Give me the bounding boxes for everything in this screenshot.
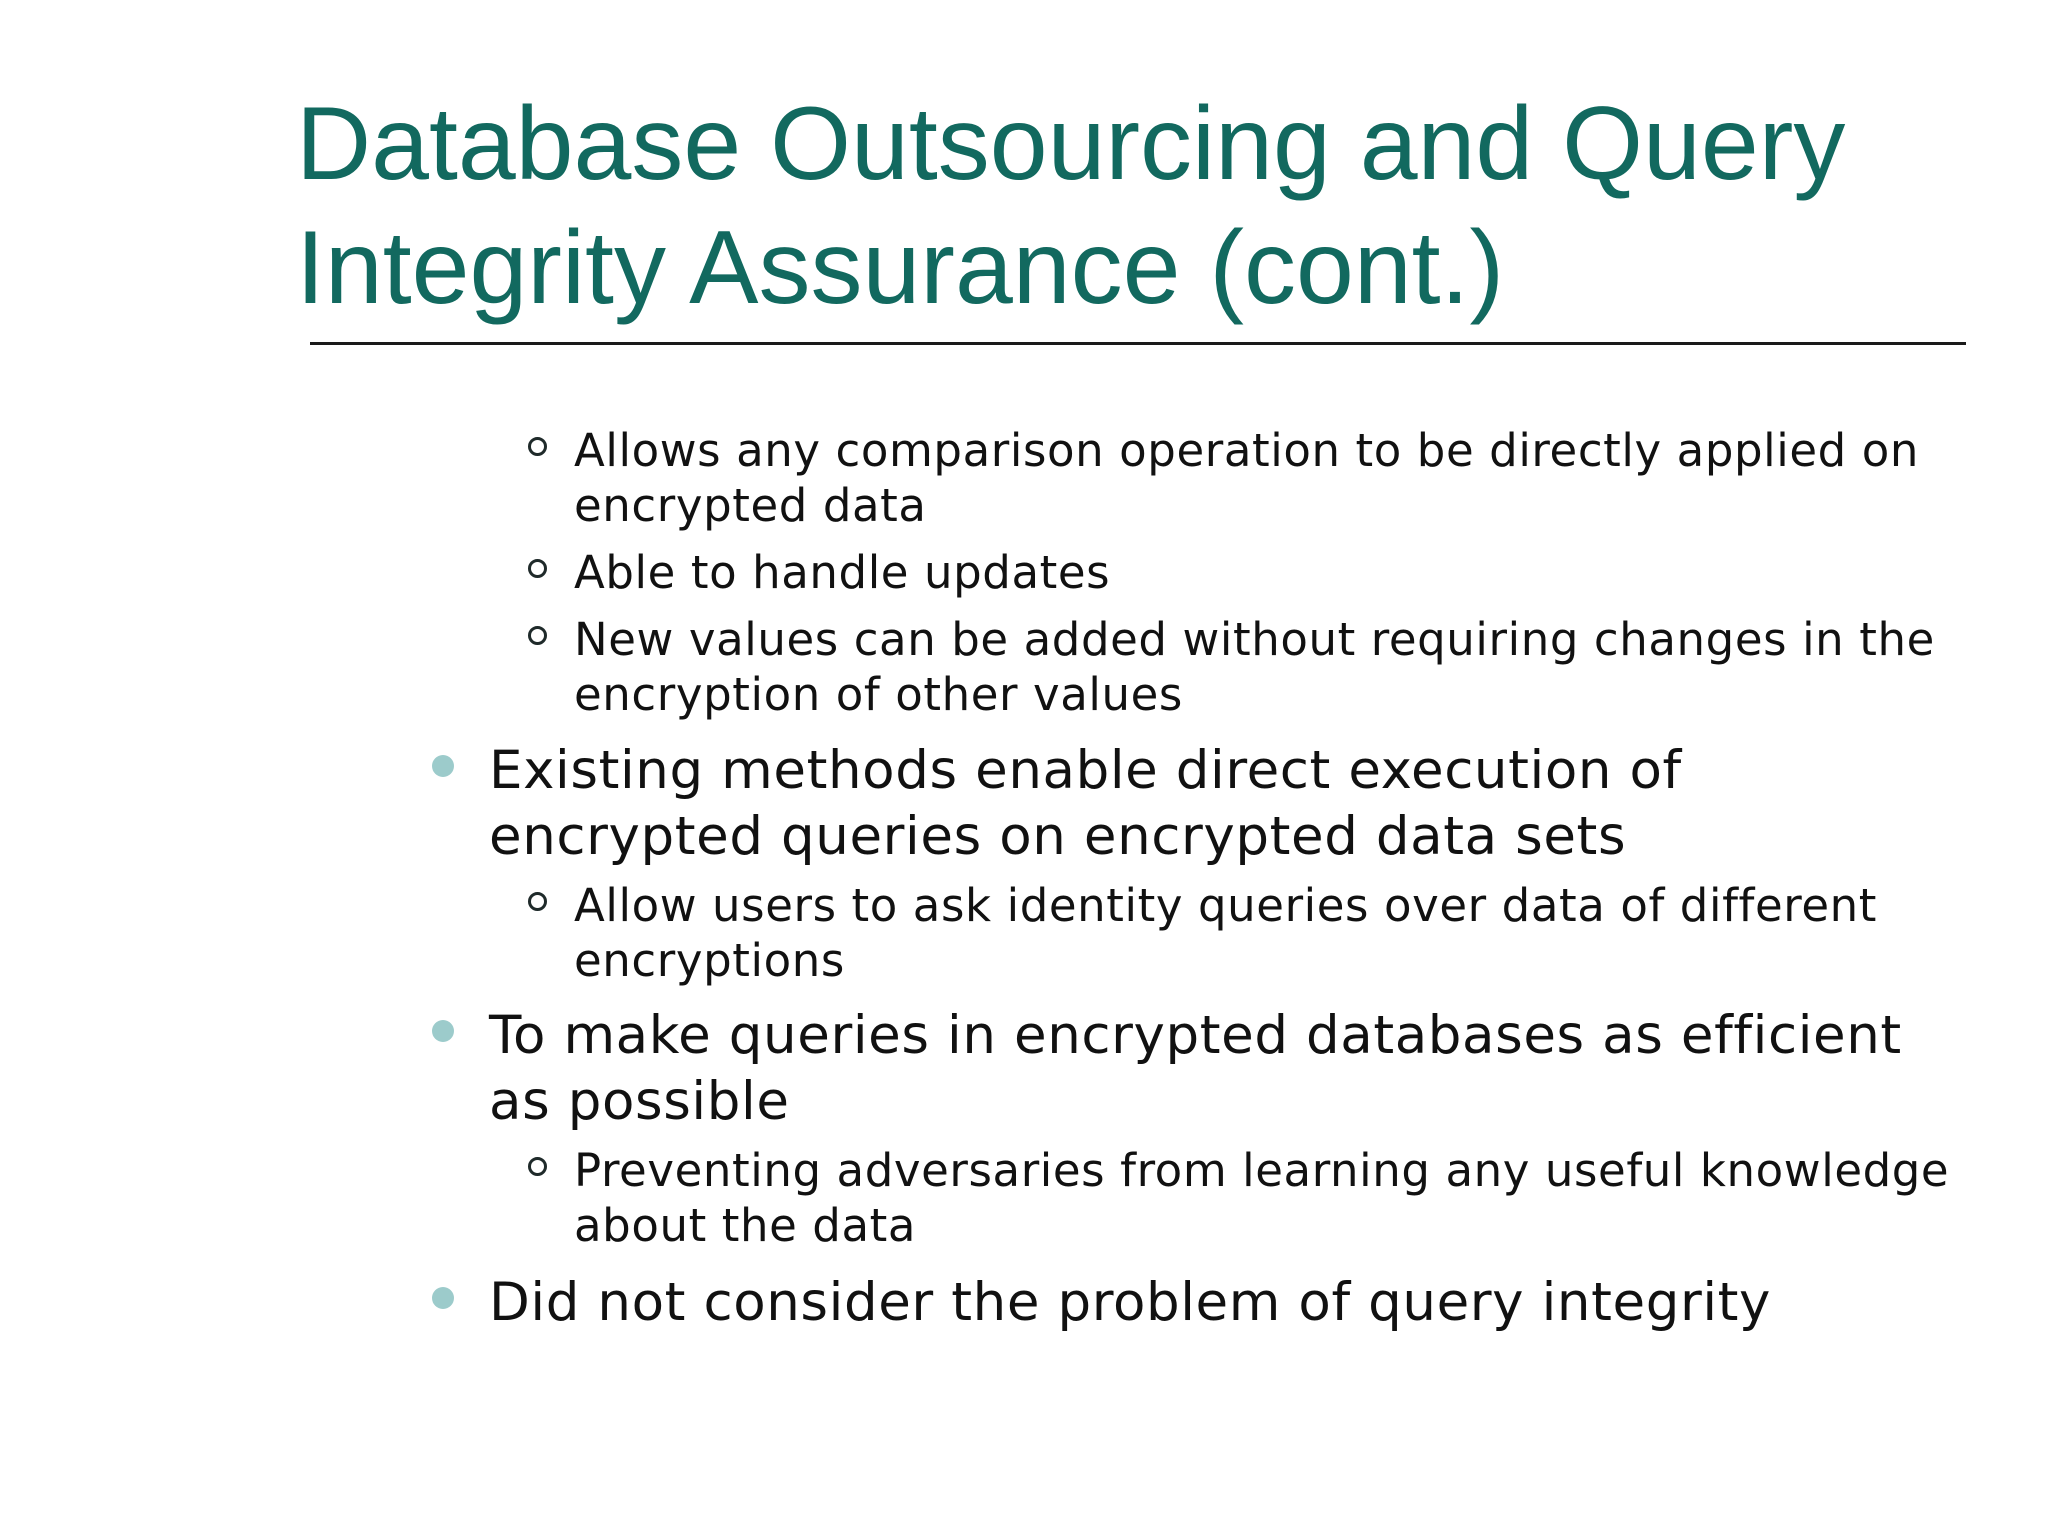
main-bullet-text: Existing methods enable direct execution of encrypted queries on encrypted data sets xyxy=(489,740,1682,867)
main-bullet-text: To make queries in encrypted databases as efficient as possible xyxy=(489,1005,1902,1132)
hollow-circle-bullet-icon xyxy=(528,1157,547,1176)
filled-circle-bullet-icon xyxy=(432,1020,454,1042)
hollow-circle-bullet-icon xyxy=(528,437,547,456)
sub-bullet-item xyxy=(574,878,1994,988)
sub-bullet-text: Allow users to ask identity queries over data of different encryptions xyxy=(574,879,1877,987)
sub-bullet-text: Able to handle updates xyxy=(574,546,1111,599)
sub-bullet-item xyxy=(574,1143,1994,1253)
sub-bullet-item xyxy=(574,545,1994,600)
main-bullet-item xyxy=(489,1003,1969,1135)
filled-circle-bullet-icon xyxy=(432,755,454,777)
sub-bullet-text: New values can be added without requiring changes in the encryption of other values xyxy=(574,613,1935,721)
main-bullet-item xyxy=(489,738,1969,870)
sub-bullet-item xyxy=(574,423,1994,533)
main-bullet-text: Did not consider the problem of query integrity xyxy=(489,1272,1772,1333)
filled-circle-bullet-icon xyxy=(432,1287,454,1309)
hollow-circle-bullet-icon xyxy=(528,892,547,911)
title-divider xyxy=(310,342,1966,345)
sub-bullet-text: Preventing adversaries from learning any useful knowledge about the data xyxy=(574,1144,1950,1252)
sub-bullet-text: Allows any comparison operation to be directly applied on encrypted data xyxy=(574,424,1919,532)
main-bullet-item xyxy=(489,1270,1969,1336)
hollow-circle-bullet-icon xyxy=(528,559,547,578)
hollow-circle-bullet-icon xyxy=(528,626,547,645)
slide-title: Database Outsourcing and Query Integrity Assurance (cont.) xyxy=(296,86,1846,326)
sub-bullet-item xyxy=(574,612,1994,722)
